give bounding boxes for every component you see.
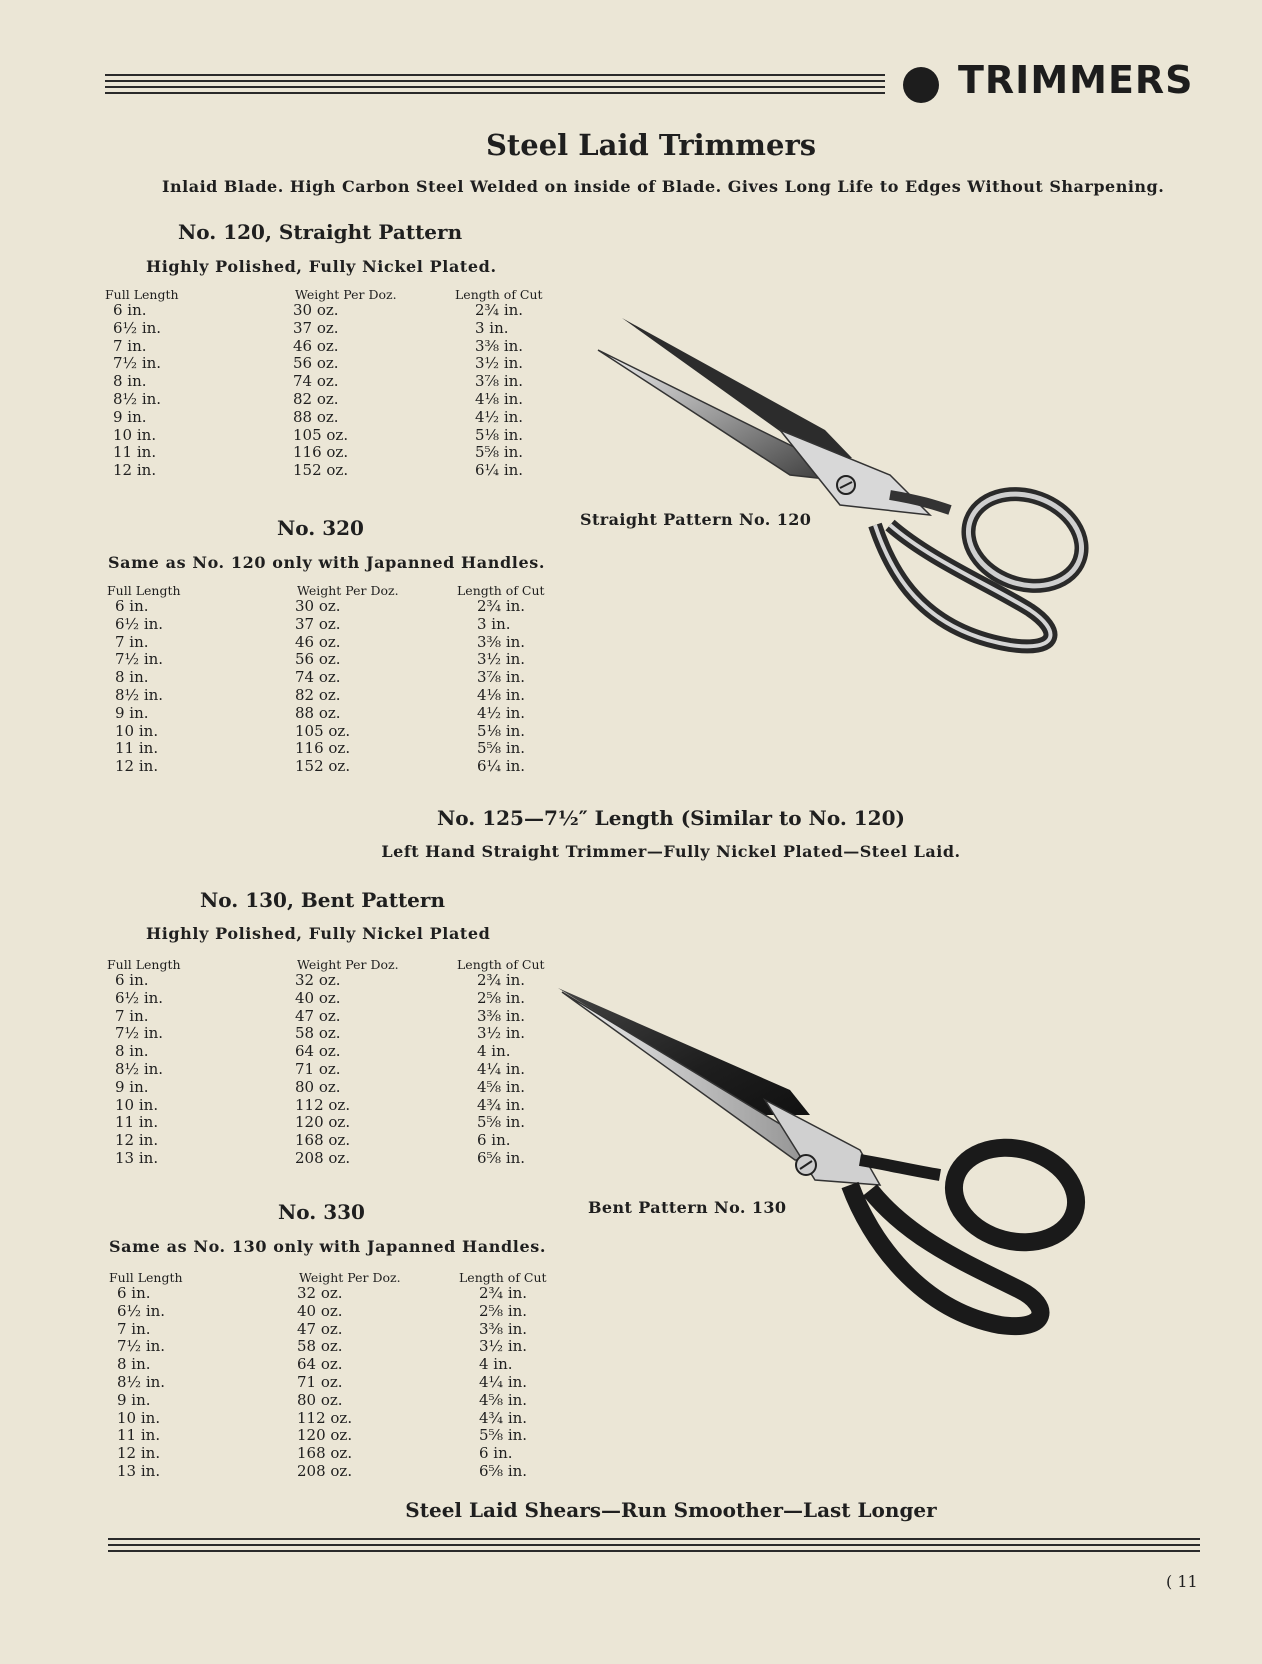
table-cell: 32 oz. [295, 971, 341, 989]
table-row [107, 1008, 597, 1026]
table-header [107, 578, 597, 598]
table-cell: 71 oz. [295, 1059, 341, 1078]
column-header: Weight Per Doz. [297, 583, 399, 598]
table-cell: 5⅝ in. [477, 1113, 526, 1132]
table-cell: 82 oz. [295, 685, 341, 704]
header-rule [105, 74, 885, 98]
table-cell: 74 oz. [293, 372, 339, 391]
table-row [109, 1374, 599, 1392]
section-125-title: No. 125—7½″ Length (Similar to No. 120) [437, 806, 905, 830]
table-cell: 10 in. [117, 1408, 161, 1427]
table-cell: 2¾ in. [479, 1284, 528, 1302]
column-header: Weight Per Doz. [295, 287, 397, 302]
table-cell: 7 in. [117, 1319, 151, 1338]
table-cell: 30 oz. [295, 597, 341, 615]
table-row [107, 1097, 597, 1115]
table-cell: 2¾ in. [475, 301, 524, 319]
table-row [105, 373, 595, 391]
table-cell: 56 oz. [295, 650, 341, 669]
table-row [105, 444, 595, 462]
table-cell: 12 in. [117, 1444, 161, 1463]
table-row [107, 616, 597, 634]
table-row [109, 1445, 599, 1463]
table-row [107, 651, 597, 669]
section-120-title: No. 120, Straight Pattern [178, 220, 463, 244]
table-cell: 4⅛ in. [475, 389, 524, 408]
table-cell: 37 oz. [295, 614, 341, 633]
table-row [107, 972, 597, 990]
table-cell: 10 in. [115, 1095, 159, 1114]
table-cell: 40 oz. [295, 988, 341, 1007]
table-row [107, 1043, 597, 1061]
table-cell: 40 oz. [297, 1301, 343, 1320]
table-cell: 46 oz. [293, 336, 339, 355]
table-cell: 8½ in. [115, 685, 164, 704]
table-cell: 11 in. [113, 443, 157, 462]
table-cell: 3½ in. [475, 354, 524, 373]
table-cell: 120 oz. [297, 1426, 353, 1445]
table-row [107, 1132, 597, 1150]
page-title: Steel Laid Trimmers [485, 128, 817, 162]
section-130-title: No. 130, Bent Pattern [200, 888, 445, 912]
table-cell: 116 oz. [295, 739, 351, 758]
table-cell: 9 in. [113, 407, 147, 426]
table-row [107, 634, 597, 652]
table-cell: 6½ in. [115, 988, 164, 1007]
table-row [107, 1025, 597, 1043]
table-cell: 74 oz. [295, 668, 341, 687]
table-cell: 6⅝ in. [477, 1148, 526, 1167]
table-cell: 56 oz. [293, 354, 339, 373]
table-cell: 47 oz. [297, 1319, 343, 1338]
table-cell: 4⅛ in. [477, 685, 526, 704]
table-cell: 5⅝ in. [477, 739, 526, 758]
table-cell: 4⅝ in. [479, 1390, 528, 1409]
column-header: Full Length [109, 1270, 183, 1285]
table-cell: 7½ in. [113, 354, 162, 373]
table-row [107, 990, 597, 1008]
table-cell: 32 oz. [297, 1284, 343, 1302]
table-row [109, 1427, 599, 1445]
table-cell: 6 in. [477, 1131, 511, 1150]
table-row [109, 1410, 599, 1428]
table-cell: 3 in. [477, 614, 511, 633]
table-cell: 3⅜ in. [477, 1006, 526, 1025]
table-cell: 7 in. [115, 1006, 149, 1025]
table-cell: 7 in. [115, 632, 149, 651]
table-cell: 3⅜ in. [477, 632, 526, 651]
table-cell: 64 oz. [297, 1355, 343, 1374]
table-row [107, 740, 597, 758]
table-cell: 105 oz. [295, 721, 351, 740]
section-130-subtitle: Highly Polished, Fully Nickel Plated [146, 924, 491, 943]
table-cell: 58 oz. [295, 1024, 341, 1043]
table-cell: 208 oz. [297, 1461, 353, 1480]
table-cell: 47 oz. [295, 1006, 341, 1025]
table-cell: 4⅝ in. [477, 1077, 526, 1096]
table-cell: 4½ in. [475, 407, 524, 426]
table-cell: 9 in. [117, 1390, 151, 1409]
section-header: TRIMMERS [958, 58, 1194, 102]
section-125-subtitle: Left Hand Straight Trimmer—Fully Nickel Plated—Steel Laid. [381, 842, 961, 861]
table-cell: 2⅝ in. [479, 1301, 528, 1320]
table-cell: 7½ in. [115, 650, 164, 669]
table-cell: 3½ in. [479, 1337, 528, 1356]
table-cell: 80 oz. [295, 1077, 341, 1096]
table-header [105, 282, 595, 302]
column-header: Length of Cut [455, 287, 543, 302]
table-cell: 5⅝ in. [479, 1426, 528, 1445]
table-cell: 6 in. [115, 597, 149, 615]
table-cell: 6 in. [113, 301, 147, 319]
page-subtitle: Inlaid Blade. High Carbon Steel Welded on inside of Blade. Gives Long Life to Edges Without Sharpening. [162, 177, 1165, 196]
table-cell: 105 oz. [293, 425, 349, 444]
table-row [107, 723, 597, 741]
table-row [107, 669, 597, 687]
section-330-subtitle: Same as No. 130 only with Japanned Handles. [109, 1237, 547, 1256]
section-320-subtitle: Same as No. 120 only with Japanned Handles. [108, 553, 546, 572]
table-row [107, 1150, 597, 1168]
table-row [107, 687, 597, 705]
table-cell: 6¼ in. [477, 757, 526, 776]
table-cell: 152 oz. [295, 757, 351, 776]
table-cell: 88 oz. [295, 703, 341, 722]
table-cell: 3 in. [475, 318, 509, 337]
table-row [105, 462, 595, 480]
bullet-icon [903, 67, 939, 103]
table-cell: 46 oz. [295, 632, 341, 651]
table-cell: 5⅛ in. [477, 721, 526, 740]
column-header: Full Length [107, 957, 181, 972]
table-cell: 80 oz. [297, 1390, 343, 1409]
table-cell: 3½ in. [477, 650, 526, 669]
table-cell: 4½ in. [477, 703, 526, 722]
table-row [109, 1321, 599, 1339]
table-cell: 10 in. [115, 721, 159, 740]
table-cell: 112 oz. [297, 1408, 353, 1427]
table-row [107, 758, 597, 776]
table-cell: 5⅝ in. [475, 443, 524, 462]
table-row [107, 1061, 597, 1079]
table-cell: 3⅞ in. [477, 668, 526, 687]
table-row [105, 320, 595, 338]
table-row [109, 1303, 599, 1321]
table-cell: 13 in. [115, 1148, 159, 1167]
table-cell: 13 in. [117, 1461, 161, 1480]
table-row [105, 391, 595, 409]
table-cell: 11 in. [115, 1113, 159, 1132]
table-cell: 4¾ in. [479, 1408, 528, 1427]
section-120-subtitle: Highly Polished, Fully Nickel Plated. [146, 257, 497, 276]
table-cell: 11 in. [117, 1426, 161, 1445]
table-cell: 11 in. [115, 739, 159, 758]
column-header: Full Length [105, 287, 179, 302]
section-330-title: No. 330 [278, 1200, 365, 1224]
table-row [107, 1079, 597, 1097]
table-row [105, 427, 595, 445]
table-row [109, 1285, 599, 1303]
column-header: Length of Cut [457, 957, 545, 972]
table-row [107, 705, 597, 723]
table-cell: 120 oz. [295, 1113, 351, 1132]
table-cell: 6½ in. [113, 318, 162, 337]
footer-rule [108, 1538, 1200, 1556]
table-cell: 168 oz. [295, 1131, 351, 1150]
table-cell: 71 oz. [297, 1372, 343, 1391]
table-cell: 168 oz. [297, 1444, 353, 1463]
table-cell: 6⅝ in. [479, 1461, 528, 1480]
table-cell: 12 in. [115, 757, 159, 776]
table-row [109, 1338, 599, 1356]
table-cell: 64 oz. [295, 1042, 341, 1061]
table-cell: 6½ in. [117, 1301, 166, 1320]
table-cell: 4¾ in. [477, 1095, 526, 1114]
caption-bent-130: Bent Pattern No. 130 [588, 1198, 787, 1217]
table-cell: 8½ in. [113, 389, 162, 408]
column-header: Length of Cut [457, 583, 545, 598]
table-cell: 82 oz. [293, 389, 339, 408]
table-cell: 58 oz. [297, 1337, 343, 1356]
table-cell: 6½ in. [115, 614, 164, 633]
spec-table-120 [105, 282, 595, 480]
table-cell: 8 in. [117, 1355, 151, 1374]
table-cell: 3⅜ in. [475, 336, 524, 355]
table-cell: 4 in. [477, 1042, 511, 1061]
table-cell: 7 in. [113, 336, 147, 355]
table-cell: 3⅞ in. [475, 372, 524, 391]
table-cell: 6 in. [115, 971, 149, 989]
table-cell: 8 in. [115, 668, 149, 687]
table-cell: 37 oz. [293, 318, 339, 337]
table-cell: 12 in. [115, 1131, 159, 1150]
table-cell: 4 in. [479, 1355, 513, 1374]
table-cell: 4¼ in. [477, 1059, 526, 1078]
table-cell: 30 oz. [293, 301, 339, 319]
table-row [109, 1392, 599, 1410]
table-cell: 208 oz. [295, 1148, 351, 1167]
straight-scissors-image [590, 310, 1110, 690]
spec-table-320 [107, 578, 597, 776]
table-cell: 8 in. [113, 372, 147, 391]
table-cell: 6¼ in. [475, 461, 524, 480]
footer-slogan: Steel Laid Shears—Run Smoother—Last Longer [405, 1498, 937, 1522]
table-cell: 6 in. [117, 1284, 151, 1302]
spec-table-330 [109, 1265, 599, 1481]
page-number: ( 11 [1166, 1572, 1198, 1591]
table-cell: 6 in. [479, 1444, 513, 1463]
table-header [107, 952, 597, 972]
table-cell: 152 oz. [293, 461, 349, 480]
table-row [107, 1114, 597, 1132]
table-row [105, 302, 595, 320]
table-cell: 9 in. [115, 703, 149, 722]
table-header [109, 1265, 599, 1285]
caption-straight-120: Straight Pattern No. 120 [580, 510, 812, 529]
table-cell: 8½ in. [117, 1372, 166, 1391]
table-cell: 3⅜ in. [479, 1319, 528, 1338]
table-cell: 8 in. [115, 1042, 149, 1061]
table-row [105, 409, 595, 427]
bent-scissors-image [550, 980, 1110, 1360]
table-row [109, 1463, 599, 1481]
table-row [109, 1356, 599, 1374]
column-header: Length of Cut [459, 1270, 547, 1285]
table-cell: 2¾ in. [477, 971, 526, 989]
column-header: Full Length [107, 583, 181, 598]
table-row [105, 355, 595, 373]
table-cell: 9 in. [115, 1077, 149, 1096]
table-cell: 112 oz. [295, 1095, 351, 1114]
column-header: Weight Per Doz. [299, 1270, 401, 1285]
table-cell: 88 oz. [293, 407, 339, 426]
table-cell: 8½ in. [115, 1059, 164, 1078]
spec-table-130 [107, 952, 597, 1168]
table-cell: 2¾ in. [477, 597, 526, 615]
column-header: Weight Per Doz. [297, 957, 399, 972]
table-cell: 2⅝ in. [477, 988, 526, 1007]
table-cell: 116 oz. [293, 443, 349, 462]
table-cell: 7½ in. [117, 1337, 166, 1356]
table-cell: 5⅛ in. [475, 425, 524, 444]
table-cell: 4¼ in. [479, 1372, 528, 1391]
table-cell: 3½ in. [477, 1024, 526, 1043]
table-cell: 12 in. [113, 461, 157, 480]
table-row [107, 598, 597, 616]
table-cell: 7½ in. [115, 1024, 164, 1043]
table-cell: 10 in. [113, 425, 157, 444]
table-row [105, 338, 595, 356]
section-320-title: No. 320 [277, 516, 364, 540]
